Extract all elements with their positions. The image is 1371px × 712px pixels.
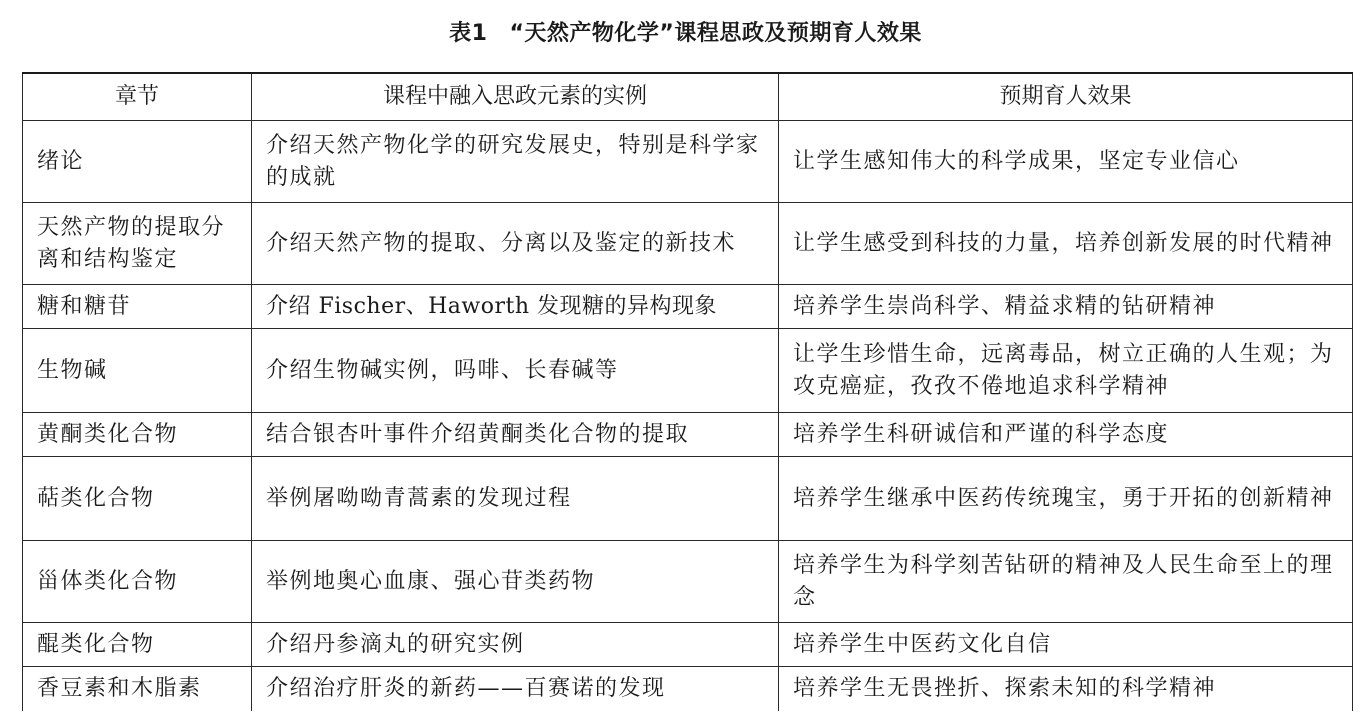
chapter-cell bbox=[23, 203, 252, 285]
course-table bbox=[22, 72, 1353, 711]
table-row bbox=[23, 541, 1353, 623]
effect-cell bbox=[779, 667, 1353, 711]
chapter-text: 甾体类化合物 bbox=[37, 568, 179, 594]
example-text: 介绍丹参滴丸的研究实例 bbox=[266, 631, 525, 657]
effect-cell bbox=[779, 623, 1353, 667]
header-row bbox=[23, 73, 1353, 121]
chapter-text: 香豆素和木脂素 bbox=[37, 675, 202, 701]
example-cell bbox=[252, 667, 779, 711]
example-cell bbox=[252, 457, 779, 541]
table-row bbox=[23, 329, 1353, 413]
effect-cell bbox=[779, 541, 1353, 623]
header-effect: 预期育人效果 bbox=[779, 73, 1353, 121]
chapter-cell bbox=[23, 457, 252, 541]
effect-cell bbox=[779, 121, 1353, 203]
table-row bbox=[23, 623, 1353, 667]
chapter-cell bbox=[23, 413, 252, 457]
chapter-cell bbox=[23, 285, 252, 329]
chapter-text: 生物碱 bbox=[37, 357, 108, 383]
example-text: 结合银杏叶事件介绍黄酮类化合物的提取 bbox=[266, 421, 690, 447]
chapter-cell bbox=[23, 623, 252, 667]
effect-cell bbox=[779, 457, 1353, 541]
chapter-text: 糖和糖苷 bbox=[37, 293, 132, 319]
table-row bbox=[23, 667, 1353, 711]
example-text: 举例地奥心血康、强心苷类药物 bbox=[266, 568, 596, 594]
example-text: 介绍治疗肝炎的新药——百赛诺的发现 bbox=[266, 675, 666, 701]
effect-text: 培养学生崇尚科学、精益求精的钻研精神 bbox=[793, 293, 1217, 319]
effect-text: 培养学生无畏挫折、探索未知的科学精神 bbox=[793, 675, 1217, 701]
header-chapter: 章节 bbox=[23, 73, 252, 121]
effect-text: 培养学生中医药文化自信 bbox=[793, 631, 1052, 657]
effect-text: 培养学生科研诚信和严谨的科学态度 bbox=[793, 421, 1170, 447]
table-row bbox=[23, 457, 1353, 541]
effect-cell bbox=[779, 329, 1353, 413]
chapter-text: 萜类化合物 bbox=[37, 485, 155, 511]
effect-text: 让学生感知伟大的科学成果，坚定专业信心 bbox=[793, 148, 1240, 174]
table-caption bbox=[0, 16, 1371, 52]
chapter-cell bbox=[23, 667, 252, 711]
chapter-text: 绪论 bbox=[37, 148, 85, 174]
example-text: 介绍 Fischer、Haworth 发现糖的异构现象 bbox=[266, 293, 718, 319]
example-cell bbox=[252, 413, 779, 457]
example-cell bbox=[252, 285, 779, 329]
example-text: 介绍生物碱实例，吗啡、长春碱等 bbox=[266, 357, 619, 383]
chapter-text: 天然产物的提取分离和结构鉴定 bbox=[37, 214, 226, 272]
effect-text: 让学生珍惜生命，远离毒品，树立正确的人生观；为攻克癌症，孜孜不倦地追求科学精神 bbox=[793, 341, 1334, 399]
table-row bbox=[23, 413, 1353, 457]
example-cell bbox=[252, 541, 779, 623]
table-number: 表1 bbox=[449, 21, 488, 46]
example-text: 介绍天然产物的提取、分离以及鉴定的新技术 bbox=[266, 230, 737, 256]
effect-text: 让学生感受到科技的力量，培养创新发展的时代精神 bbox=[793, 230, 1334, 256]
table-row bbox=[23, 121, 1353, 203]
chapter-cell bbox=[23, 541, 252, 623]
example-cell bbox=[252, 623, 779, 667]
effect-cell bbox=[779, 285, 1353, 329]
example-cell bbox=[252, 203, 779, 285]
example-cell bbox=[252, 329, 779, 413]
chapter-text: 黄酮类化合物 bbox=[37, 421, 179, 447]
effect-cell bbox=[779, 413, 1353, 457]
example-cell bbox=[252, 121, 779, 203]
table-title: “天然产物化学”课程思政及预期育人效果 bbox=[509, 21, 922, 46]
table-row bbox=[23, 285, 1353, 329]
header-example: 课程中融入思政元素的实例 bbox=[252, 73, 779, 121]
chapter-cell bbox=[23, 329, 252, 413]
effect-cell bbox=[779, 203, 1353, 285]
effect-text: 培养学生继承中医药传统瑰宝，勇于开拓的创新精神 bbox=[793, 485, 1334, 511]
chapter-text: 醌类化合物 bbox=[37, 631, 155, 657]
example-text: 介绍天然产物化学的研究发展史，特别是科学家的成就 bbox=[266, 132, 760, 190]
effect-text: 培养学生为科学刻苦钻研的精神及人民生命至上的理念 bbox=[793, 552, 1334, 610]
example-text: 举例屠呦呦青蒿素的发现过程 bbox=[266, 485, 572, 511]
table-row bbox=[23, 203, 1353, 285]
chapter-cell bbox=[23, 121, 252, 203]
